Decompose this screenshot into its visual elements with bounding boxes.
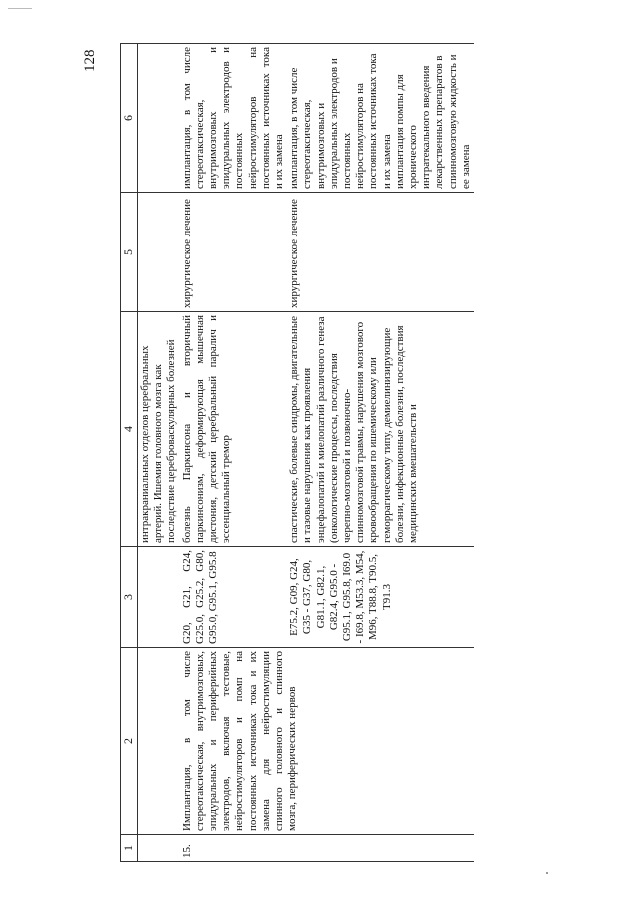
treatment-method-text: имплантация, в том числе стереотаксическая, внутримозговых и эпидуральных электродов и постоянных нейростимуляторов на постоянных источниках тока и их замена	[288, 53, 393, 189]
continued-disease-model-cell: интракраниальных отделов церебральных артерий. Ишемия головного мозга как последствие цереброваскулярных болезней	[138, 312, 180, 547]
disease-model-cell: болезнь Паркинсона и вторичный паркинсонизм, деформирующая мышечная дистония, детский церебральный паралич и эссенциальный тремор	[180, 312, 288, 547]
row-number-cell: 15.	[180, 835, 474, 862]
empty-cell	[138, 44, 180, 193]
treatment-method-text: имплантация помпы для хронического интратекального введения лекарственных препаратов в спинномозговую жидкость и ее замена	[393, 54, 472, 189]
medical-procedures-table	[120, 43, 474, 862]
column-number-5: 5	[121, 193, 138, 312]
disease-model-cell: спастические, болевые синдромы, двигательные и тазовые нарушения как проявления энцефалопатий и миелопатий различного генеза (онкологические процессы, последствия черепно-мозговой и позвоночно-спинномозговой травмы, нарушения мозгового кровообращения по ишемическому или геморрагическому типу, демиелинизирующие болезни, инфекционные болезни, последствия медицинских вмешательств и	[287, 312, 474, 547]
column-number-1: 1	[121, 835, 138, 862]
column-number-6: 6	[121, 44, 138, 193]
treatment-method-cell	[287, 44, 474, 193]
column-number-3: 3	[121, 547, 138, 648]
treatment-method-cell: имплантация, в том числе стереотаксическая, внутримозговых и эпидуральных электродов и постоянных нейростимуляторов на постоянных источниках тока и их замена	[180, 44, 288, 193]
column-number-2: 2	[121, 648, 138, 835]
procedure-name-cell: Имплантация, в том числе стереотаксическая, внутримозговых, эпидуральных и периферийных электродов, включая тестовые, нейростимуляторов и помп на постоянных источниках тока и их замена для нейростимуляции спинного головного и спинного мозга, периферических нервов	[180, 648, 474, 835]
continuation-row	[138, 44, 180, 862]
empty-cell	[138, 835, 180, 862]
scan-edge-mark	[8, 8, 32, 9]
icd-codes-cell: E75.2, G09, G24, G35 - G37, G80, G81.1, G82.1, G82.4, G95.0 - G95.1, G95.8, I69.0 - I69.8, M53.3, M54, M96, T88.8, T90.5, T91.3	[287, 547, 474, 648]
treatment-type-cell: хирургическое лечение	[180, 193, 288, 312]
rotated-page-content	[120, 47, 560, 862]
table-row-15a	[180, 44, 288, 862]
empty-cell	[138, 547, 180, 648]
page-number: 128	[82, 49, 98, 72]
empty-cell	[138, 648, 180, 835]
column-number-row	[121, 44, 138, 862]
icd-codes-cell: G20, G21, G24, G25.0, G25.2, G80, G95.0, G95.1, G95.8	[180, 547, 288, 648]
treatment-type-cell: хирургическое лечение	[287, 193, 474, 312]
scan-speck	[546, 872, 548, 874]
empty-cell	[138, 193, 180, 312]
column-number-4: 4	[121, 312, 138, 547]
